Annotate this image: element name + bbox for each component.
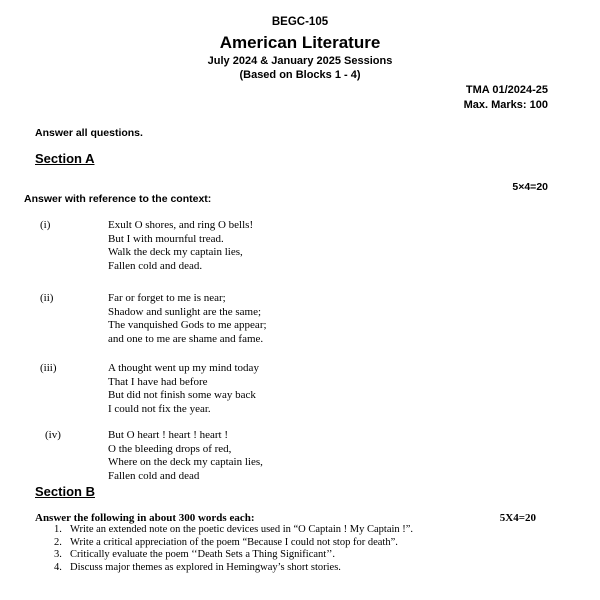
sessions-line: July 2024 & January 2025 Sessions bbox=[207, 55, 393, 67]
course-code: BEGC-105 bbox=[271, 16, 329, 28]
section-b-heading: Section B bbox=[35, 484, 95, 499]
list-item bbox=[54, 562, 413, 575]
list-item bbox=[54, 549, 413, 562]
list-item bbox=[54, 524, 413, 537]
list-item-number: 2. bbox=[54, 536, 62, 548]
list-item bbox=[54, 537, 413, 550]
passage-line: Far or forget to me is near; bbox=[108, 292, 226, 304]
max-marks: Max. Marks: 100 bbox=[463, 99, 548, 111]
tma-number: TMA 01/2024-25 bbox=[465, 84, 548, 96]
list-item-number: 1. bbox=[54, 524, 62, 535]
section-b-instruction: Answer the following in about 300 words each: bbox=[35, 512, 255, 524]
passage-line: O the bleeding drops of red, bbox=[108, 442, 232, 455]
passage-line: Where on the deck my captain lies, bbox=[108, 456, 263, 469]
question-number: (ii) bbox=[40, 292, 54, 304]
list-item-text: Discuss major themes as explored in Hemingway’s short stories. bbox=[70, 561, 341, 573]
passage-line: The vanquished Gods to me appear; bbox=[108, 319, 267, 332]
passage-line: But I with mournful tread. bbox=[108, 232, 224, 245]
blocks-line: (Based on Blocks 1 - 4) bbox=[239, 69, 361, 81]
general-instruction: Answer all questions. bbox=[35, 127, 143, 139]
question-number: (iv) bbox=[45, 429, 61, 441]
question-passage bbox=[108, 429, 263, 483]
section-a-instruction: Answer with reference to the context: bbox=[24, 193, 212, 205]
list-item-text: Critically evaluate the poem ‘‘Death Sets a Thing Significant’’. bbox=[70, 549, 336, 561]
question-passage bbox=[108, 292, 267, 346]
passage-line: That I have had before bbox=[108, 375, 208, 388]
passage-line: A thought went up my mind today bbox=[108, 362, 259, 374]
question-passage bbox=[108, 362, 259, 416]
passage-line: But did not finish some way back bbox=[108, 389, 256, 402]
list-item-number: 4. bbox=[54, 561, 62, 573]
passage-line: Exult O shores, and ring O bells! bbox=[108, 219, 254, 231]
passage-line: Shadow and sunlight are the same; bbox=[108, 305, 262, 318]
list-item-text: Write an extended note on the poetic devices used in “O Captain ! My Captain !”. bbox=[70, 524, 414, 535]
page-title: American Literature bbox=[219, 33, 381, 52]
passage-line: and one to me are shame and fame. bbox=[108, 332, 264, 345]
section-a-heading: Section A bbox=[35, 151, 95, 166]
list-item-text: Write a critical appreciation of the poem “Because I could not stop for death”. bbox=[70, 536, 398, 548]
passage-line: But O heart ! heart ! heart ! bbox=[108, 429, 229, 441]
question-number: (iii) bbox=[40, 362, 57, 374]
section-a-marks: 5×4=20 bbox=[512, 181, 548, 193]
list-item-number: 3. bbox=[54, 549, 62, 561]
passage-line: Walk the deck my captain lies, bbox=[108, 246, 243, 259]
passage-line: Fallen cold and dead bbox=[108, 469, 200, 482]
question-number: (i) bbox=[40, 219, 51, 231]
section-b-marks: 5X4=20 bbox=[499, 512, 536, 524]
question-passage bbox=[108, 219, 253, 273]
passage-line: I could not fix the year. bbox=[108, 402, 211, 415]
section-b-question-list bbox=[54, 524, 413, 574]
passage-line: Fallen cold and dead. bbox=[108, 259, 203, 272]
